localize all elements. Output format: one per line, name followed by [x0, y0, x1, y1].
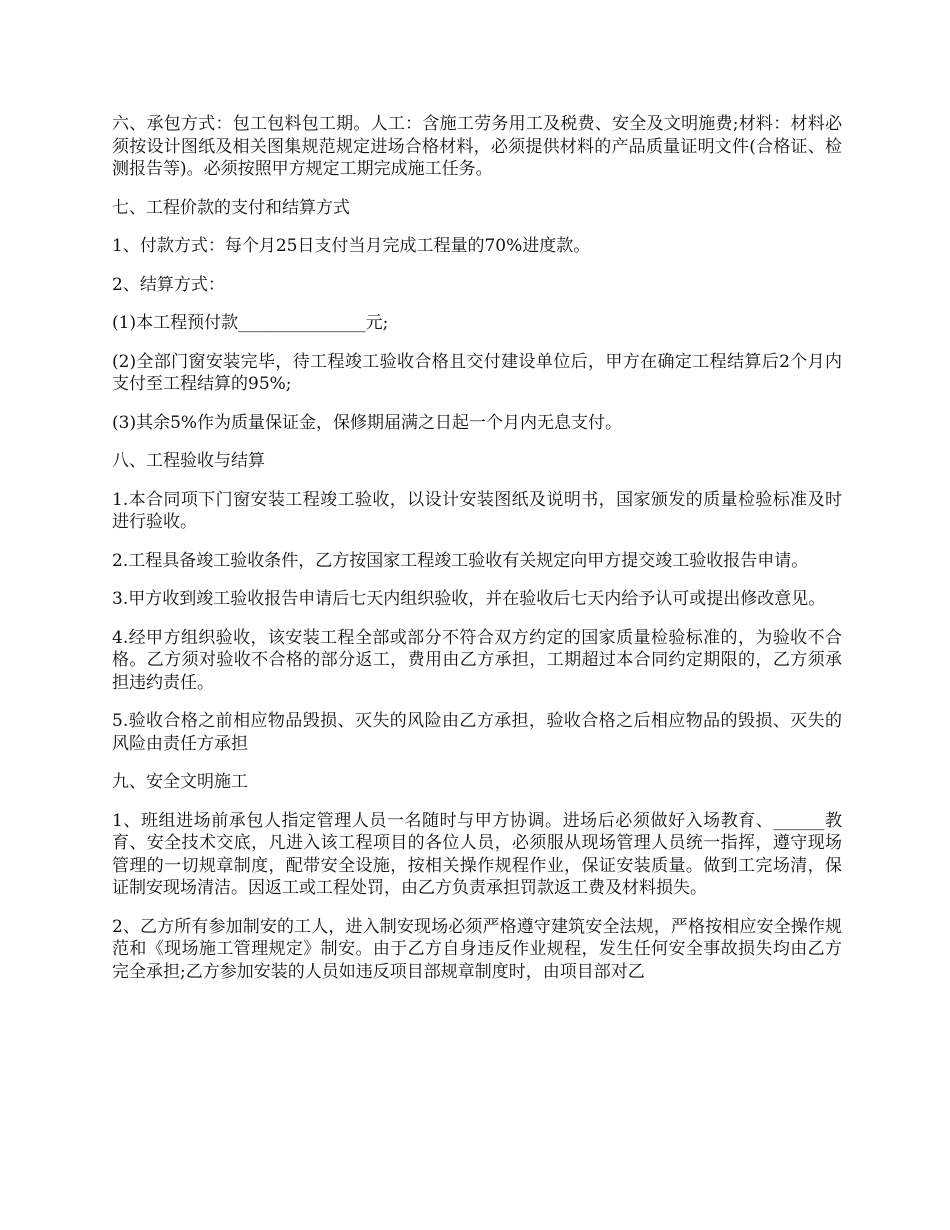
paragraph-acceptance-3: 3.甲方收到竣工验收报告申请后七天内组织验收，并在验收后七天内给予认可或提出修改意见。 — [112, 589, 826, 609]
paragraph-safety-1: 1、班组进场前承包人指定管理人员一名随时与甲方协调。进场后必须做好入场教育、______教育、安全技术交底，凡进入该工程项目的各位人员，必须服从现场管理人员统一指挥，遵守现场管理的一切规章制度，配带安全设施，按相关操作规程作业，保证安装质量。做到工完场清，保证制安现场清洁。因返工或工程处罚，由乙方负责承担罚款返工费及材料损失。 — [112, 810, 842, 898]
paragraph-payment-method: 1、付款方式：每个月25日支付当月完成工程量的70%进度款。 — [112, 236, 591, 256]
document-body — [112, 113, 842, 999]
paragraph-contract-method: 六、承包方式：包工包料包工期。人工：含施工劳务用工及税费、安全及文明施费;材料：材料必须按设计图纸及相关图集规范规定进场合格材料，必须提供材料的产品质量证明文件(合格证、检测报告等)。必须按照甲方规定工期完成施工任务。 — [112, 114, 842, 179]
paragraph-acceptance-1: 1.本合同项下门窗安装工程竣工验收，以设计安装图纸及说明书，国家颁发的质量检验标准及时进行验收。 — [112, 489, 842, 532]
paragraph-advance-payment: (1)本工程预付款_______________元; — [112, 313, 389, 333]
paragraph-acceptance-5: 5.验收合格之前相应物品毁损、灭失的风险由乙方承担，验收合格之后相应物品的毁损、灭失的风险由责任方承担 — [112, 711, 842, 754]
paragraph-settlement-method: 2、结算方式： — [112, 274, 225, 295]
paragraph-warranty-deposit: (3)其余5%作为质量保证金，保修期届满之日起一个月内无息支付。 — [112, 412, 623, 433]
section-heading-payment: 七、工程价款的支付和结算方式 — [112, 197, 350, 218]
section-heading-acceptance: 八、工程验收与结算 — [112, 451, 265, 471]
paragraph-final-payment: (2)全部门窗安装完毕，待工程竣工验收合格且交付建设单位后，甲方在确定工程结算后2个月内支付至工程结算的95%; — [112, 351, 842, 394]
section-heading-safety: 九、安全文明施工 — [112, 772, 248, 792]
paragraph-safety-2: 2、乙方所有参加制安的工人，进入制安现场必须严格遵守建筑安全法规，严格按相应安全操作规范和《现场施工管理规定》制安。由于乙方自身违反作业规程，发生任何安全事故损失均由乙方完全承担;乙方参加安装的人员如违反项目部规章制度时，由项目部对乙 — [112, 916, 842, 982]
paragraph-acceptance-4: 4.经甲方组织验收，该安装工程全部或部分不符合双方约定的国家质量检验标准的，为验收不合格。乙方须对验收不合格的部分返工，费用由乙方承担，工期超过本合同约定期限的，乙方须承担违约责任。 — [112, 627, 842, 693]
paragraph-acceptance-2: 2.工程具备竣工验收条件，乙方按国家工程竣工验收有关规定向甲方提交竣工验收报告申请。 — [112, 550, 809, 571]
